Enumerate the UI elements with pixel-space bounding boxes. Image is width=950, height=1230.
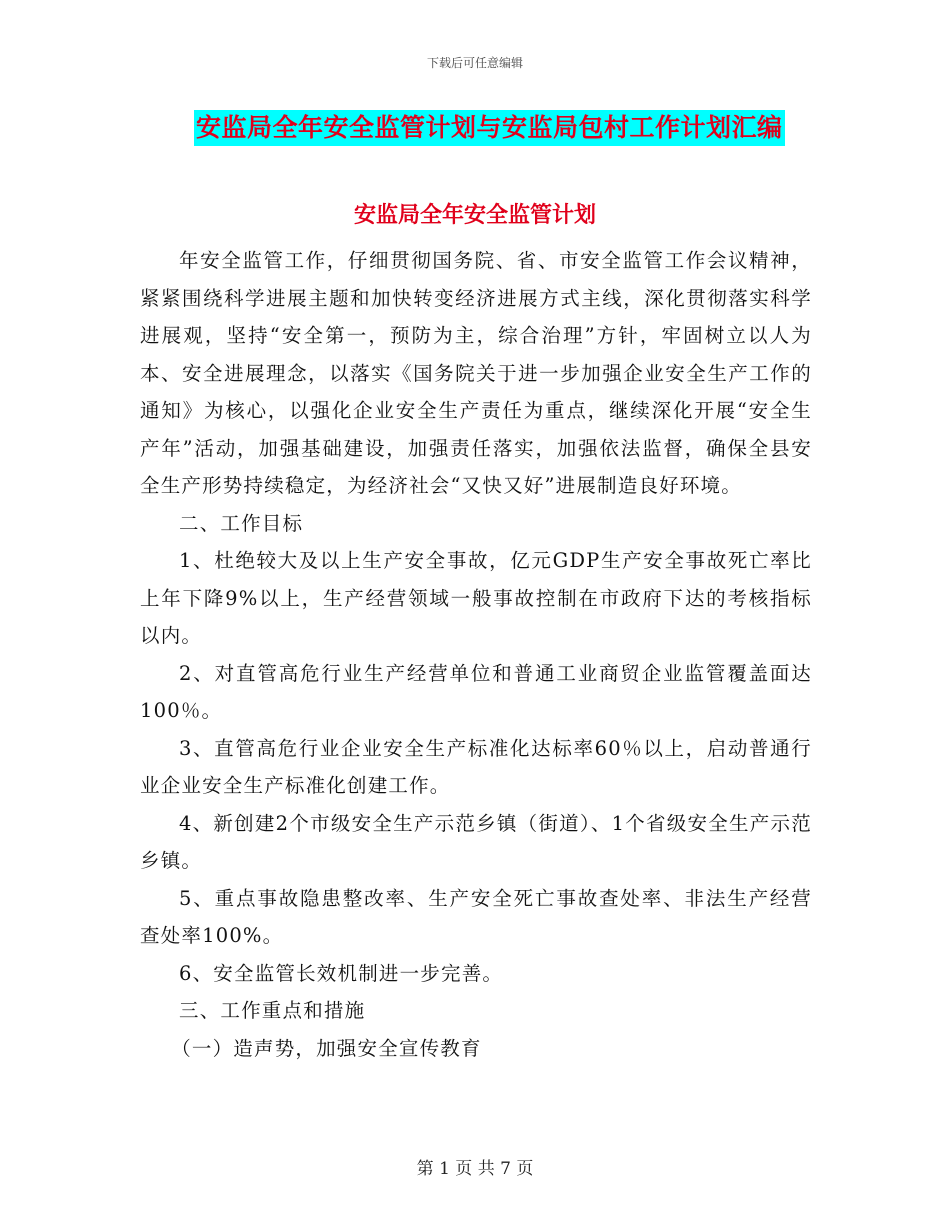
goal-item-5: 5、重点事故隐患整改率、生产安全死亡事故查处率、非法生产经营查处率100%。 [140, 886, 812, 947]
goal-item-1: 1、杜绝较大及以上生产安全事故，亿元GDP生产安全事故死亡率比上年下降9%以上，生产经营领域一般事故控制在市政府下达的考核指标以内。 [140, 549, 812, 647]
subsection-heading-1: （一）造声势，加强安全宣传教育 [171, 1036, 482, 1060]
paragraph-intro: 年安全监管工作，仔细贯彻国务院、省、市安全监管工作会议精神，紧紧围绕科学进展主题和加快转变经济进展方式主线，深化贯彻落实科学进展观，坚持“安全第一，预防为主，综合治理”方针，牢固树立以人为本、安全进展理念，以落实《国务院关于进一步加强企业安全生产工作的通知》为核心，以强化企业安全生产责任为重点，继续深化开展“安全生产年”活动，加强基础建设，加强责任落实，加强依法监督，确保全县安全生产形势持续稳定，为经济社会“又快又好”进展制造良好环境。 [140, 249, 812, 497]
section-heading-goals: 二、工作目标 [179, 511, 304, 535]
sub-title: 安监局全年安全监管计划 [353, 202, 596, 228]
header-note: 下载后可任意编辑 [426, 56, 523, 70]
main-title-container [194, 110, 785, 148]
main-title: 安监局全年安全监管计划与安监局包村工作计划汇编 [194, 110, 785, 146]
body-text [140, 242, 812, 1067]
goal-item-4: 4、新创建2个市级安全生产示范乡镇（街道）、1个省级安全生产示范乡镇。 [140, 811, 812, 872]
section-heading-measures: 三、工作重点和措施 [179, 999, 366, 1022]
goal-item-3: 3、直管高危行业企业安全生产标准化达标率60％以上，启动普通行业企业安全生产标准化创建工作。 [140, 736, 812, 797]
page-number: 第 1 页 共 7 页 [416, 1159, 534, 1179]
goal-item-6: 6、安全监管长效机制进一步完善。 [179, 961, 504, 985]
goal-item-2: 2、对直管高危行业生产经营单位和普通工业商贸企业监管覆盖面达100％。 [140, 661, 812, 722]
